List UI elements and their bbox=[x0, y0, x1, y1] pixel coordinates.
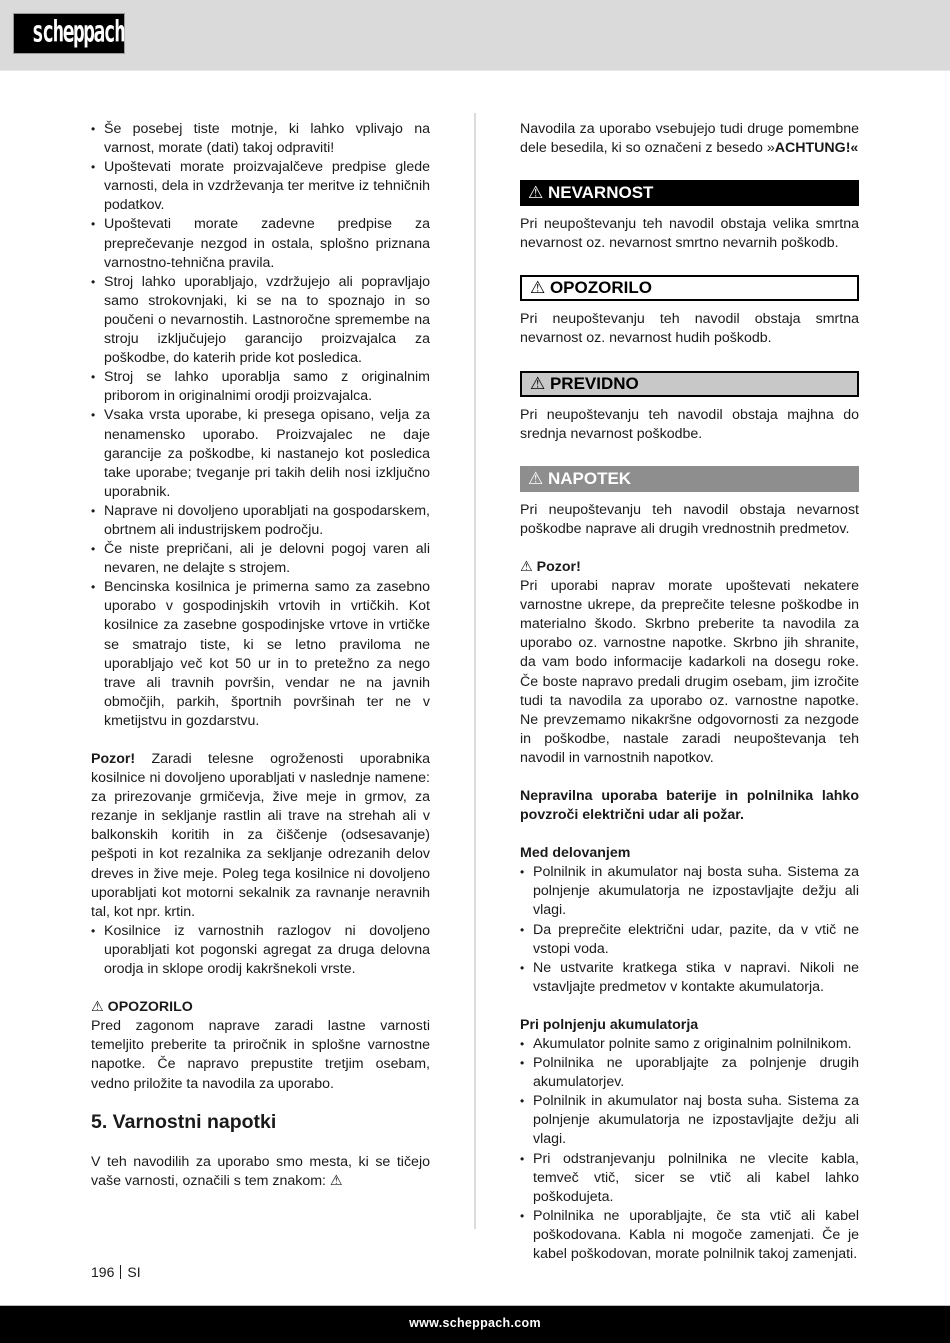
list-item: • Upoštevati morate zadevne predpise za preprečevanje nezgod in ostala, splošno priznana varnostno-tehnična pravila. bbox=[91, 215, 430, 272]
website-link[interactable]: www.scheppach.com bbox=[409, 1316, 541, 1330]
left-column bbox=[91, 120, 430, 1191]
list-item: • Ne ustvarite kratkega stika v napravi. Nikoli ne vstavljajte predmetov v kontakte akumulatorja. bbox=[520, 959, 859, 997]
warning-heading: ⚠ OPOZORILO bbox=[91, 999, 193, 1016]
pozor-text: Pri uporabi naprav morate upoštevati nekatere varnostne ukrepe, da preprečite telesne poškodbe in materialno škodo. Skrbno preberite ta navodila za uporabo oz. varnostne napotke. Skrbno jih shranite, da vam bodo informacije kadarkoli na dosegu roke. Če boste napravo predali drugim osebam, jim izročite tudi ta navodila za uporabo oz. varnostne napotke. Ne prevzemamo nikakršne odgovornosti za nezgode in poškodbe, nastale zaradi neupoštevanja teh navodil in varnostnih napotkov. bbox=[520, 578, 859, 766]
list-item: • Bencinska kosilnica je primerna samo za zasebno uporabo v gospodinjskih vrtovih in vrtičkih. Kot kosilnice za zasebne gospodinjske vrtove in vrtičke se smatrajo tiste, ki se letno praviloma ne uporabljajo več kot 50 ur in to pretežno za nego trave ali travnih površin, vendar ne na javnih območjih, parkih, športnih površinah ter ne v kmetijstvu in gozdarstvu. bbox=[91, 578, 430, 731]
language-code: SI bbox=[127, 1264, 141, 1280]
pozor-paragraph bbox=[91, 750, 430, 922]
page-number bbox=[91, 1264, 141, 1280]
signal-caution-box: ⚠ PREVIDNO bbox=[520, 371, 859, 397]
list-item: • Akumulator polnite samo z originalnim polnilnikom. bbox=[520, 1035, 859, 1054]
charging-list bbox=[520, 1035, 859, 1264]
section-heading: 5. Varnostni napotki bbox=[91, 1110, 277, 1133]
page-footer bbox=[0, 1305, 950, 1343]
brand-logo bbox=[13, 13, 125, 54]
list-item: • Da preprečite električni udar, pazite, da v vtič ne vstopi voda. bbox=[520, 921, 859, 959]
pozor-list bbox=[91, 922, 430, 979]
signal-notice-text: Pri neupoštevanju teh navodil obstaja nevarnost poškodbe naprave ali drugih vrednostnih predmetov. bbox=[520, 501, 859, 537]
warning-text: Pred zagonom naprave zaradi lastne varnosti temeljito preberite ta priročnik in splošne varnostne napotke. Če napravo prepustite tretjim osebam, vedno priložite ta navodila za uporabo. bbox=[91, 1018, 430, 1092]
list-item: • Polnilnik in akumulator naj bosta suha. Sistema za polnjenje akumulatorja ne izpostavljajte dežju ali vlagi. bbox=[520, 863, 859, 920]
signal-notice-box: ⚠ NAPOTEK bbox=[520, 466, 859, 492]
intro-keyword: ACHTUNG!« bbox=[774, 140, 859, 157]
list-item: • Polnilnik in akumulator naj bosta suha. Sistema za polnjenje akumulatorja ne izpostavljajte dežju ali vlagi. bbox=[520, 1092, 859, 1149]
signal-danger-box: ⚠ NEVARNOST bbox=[520, 180, 859, 206]
battery-warning: Nepravilna uporaba baterije in polnilnika lahko povzroči električni udar ali požar. bbox=[520, 787, 859, 824]
list-item: • Polnilnika ne uporabljajte za polnjenje drugih akumulatorjev. bbox=[520, 1054, 859, 1092]
list-item: • Če niste prepričani, ali je delovni pogoj varen ali nevaren, ne delajte s strojem. bbox=[91, 540, 430, 578]
page-number-separator bbox=[120, 1265, 121, 1279]
during-operation-list bbox=[520, 863, 859, 997]
list-item: • Stroj se lahko uporablja samo z originalnim priborom in originalnimi orodji proizvajalca. bbox=[91, 368, 430, 406]
pozor-heading: ⚠ Pozor! bbox=[520, 558, 581, 575]
signal-caution-text: Pri neupoštevanju teh navodil obstaja majhna do srednja nevarnost poškodbe. bbox=[520, 406, 859, 442]
brand-logo-text: scheppach bbox=[31, 15, 125, 50]
during-operation-heading: Med delovanjem bbox=[520, 845, 631, 862]
right-column bbox=[520, 120, 859, 1264]
signal-danger-text: Pri neupoštevanju teh navodil obstaja velika smrtna nevarnost oz. nevarnost smrtno nevarnih poškodb. bbox=[520, 216, 859, 252]
section-intro: V teh navodilih za uporabo smo mesta, ki se tičejo vaše varnosti, označili s tem znakom: ⚠ bbox=[91, 1153, 430, 1189]
list-item: • Polnilnika ne uporabljajte, če sta vtič ali kabel poškodovana. Kabla ni mogoče zamenjati. Če je kabel poškodovan, morate polnilnik takoj zamenjati. bbox=[520, 1207, 859, 1264]
list-item: • Stroj lahko uporabljajo, vzdržujejo ali popravljajo samo strokovnjaki, ki se na to spoznajo in so poučeni o nevarnostih. Lastnoročne spremembe na stroju izključujejo garancijo proizvajalca za poškodbe, do katerih pride kot posledica. bbox=[91, 273, 430, 368]
intro-text: Navodila za uporabo vsebujejo tudi druge pomembne dele besedila, ki so označeni z besedo » bbox=[520, 121, 859, 157]
list-item: • Naprave ni dovoljeno uporabljati na gospodarskem, obrtnem ali industrijskem področju. bbox=[91, 502, 430, 540]
signal-warning-box: ⚠ OPOZORILO bbox=[520, 275, 859, 301]
charging-heading: Pri polnjenju akumulatorja bbox=[520, 1016, 699, 1033]
page-number-value: 196 bbox=[91, 1264, 115, 1280]
pozor-text: Zaradi telesne ogroženosti uporabnika kosilnice ni dovoljeno uporabljati v naslednje namene: za prirezovanje grmičevja, žive meje in grmov, za rezanje in sekljanje rastlin ali trave na strehah ali v balkonskih koritih in za čiščenje (odsesavanje) pešpoti in kot rezalnika za sekljanje odrezanih delov dreves in žive meje. Poleg tega kosilnice ni dovoljeno uporabljati kot motorni sekalnik za ravnanje neravnih tal, kot npr. krtin. bbox=[91, 751, 430, 920]
list-item: • Kosilnice iz varnostnih razlogov ni dovoljeno uporabljati kot pogonski agregat za druga delovna orodja in sklope orodij kakršnekoli vrste. bbox=[91, 922, 430, 979]
list-item: • Še posebej tiste motnje, ki lahko vplivajo na varnost, morate (dati) takoj odpraviti! bbox=[91, 120, 430, 158]
page-header bbox=[0, 0, 950, 71]
pozor-label: Pozor! bbox=[91, 751, 136, 767]
list-item: • Upoštevati morate proizvajalčeve predpise glede varnosti, dela in vzdrževanja ter meritve iz tehničnih podatkov. bbox=[91, 158, 430, 215]
list-item: • Vsaka vrsta uporabe, ki presega opisano, velja za nenamensko uporabo. Proizvajalec ne daje garancije za poškodbe, ki nastanejo kot posledica take uporabe; tveganje pri takih delih nosi izključno uporabnik. bbox=[91, 406, 430, 501]
signal-warning-text: Pri neupoštevanju teh navodil obstaja smrtna nevarnost oz. nevarnost hudih poškodb. bbox=[520, 311, 859, 347]
usage-rules-list bbox=[91, 120, 430, 731]
intro-paragraph bbox=[520, 120, 859, 158]
column-divider bbox=[474, 113, 476, 1229]
list-item: • Pri odstranjevanju polnilnika ne vlecite kabla, temveč vtič, sicer se vtič ali kabel lahko poškodujeta. bbox=[520, 1150, 859, 1207]
